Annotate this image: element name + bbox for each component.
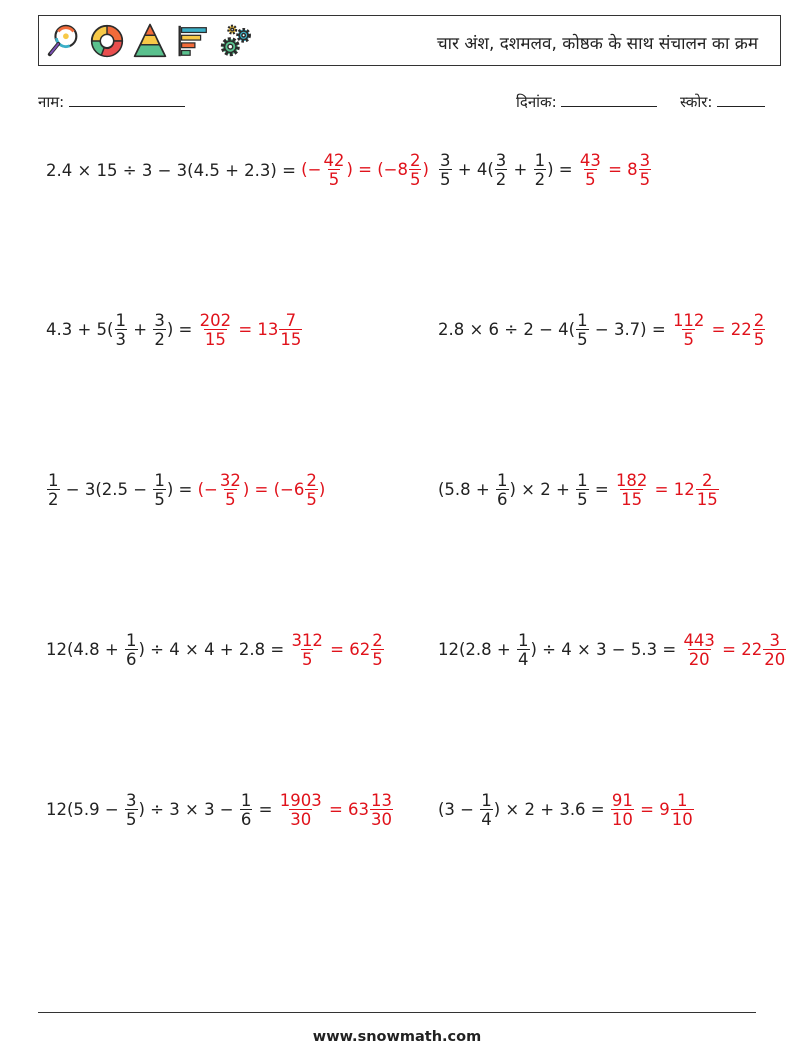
problem-answer [578, 152, 652, 189]
problem-6 [438, 462, 720, 518]
expr-text: ) × 2 + [509, 479, 576, 499]
expr-text: ) = (−6 [242, 479, 305, 499]
fraction-numerator: 7 [285, 310, 297, 330]
problem-answer [301, 152, 429, 189]
fraction-numerator: 32 [219, 470, 241, 490]
fraction-denominator: 5 [639, 170, 651, 189]
fraction-numerator: 3 [639, 150, 651, 170]
problem-question [438, 472, 614, 509]
expr-text: ) [318, 479, 326, 499]
fraction [290, 632, 324, 669]
date-blank[interactable] [561, 92, 657, 107]
score-field [680, 92, 765, 112]
fraction-numerator: 13 [371, 790, 393, 810]
name-label: नाम: [38, 93, 65, 111]
expr-text: = [253, 799, 278, 819]
header-icons [45, 21, 255, 61]
fraction [611, 792, 634, 829]
fraction-numerator: 443 [683, 630, 715, 650]
fraction [305, 472, 318, 509]
expr-text: ) = (−8 [346, 159, 408, 179]
name-blank[interactable] [69, 92, 185, 107]
gears-icon [217, 21, 255, 61]
problem-question [46, 792, 278, 829]
fraction-denominator: 6 [497, 490, 508, 509]
expr-text: = 13 [233, 319, 279, 339]
problem-question [46, 312, 198, 349]
problem-7 [46, 622, 385, 678]
problem-answer [671, 312, 766, 349]
fraction [682, 632, 716, 669]
fraction-denominator: 5 [577, 330, 588, 349]
fraction-numerator: 1 [497, 470, 508, 490]
fraction-denominator: 10 [671, 810, 693, 829]
expr-text: 4.3 + 5( [46, 319, 114, 339]
problem-question [438, 632, 681, 669]
fraction [753, 312, 766, 349]
footer-url: www.snowmath.com [312, 1029, 482, 1045]
problem-answer [198, 312, 304, 349]
expr-text: = [589, 479, 614, 499]
fraction [579, 152, 602, 189]
fraction-denominator: 30 [290, 810, 312, 829]
problem-answer [278, 792, 394, 829]
expr-text: = 8 [602, 159, 638, 179]
expr-text: (5.8 + [438, 479, 495, 499]
fraction-numerator: 1 [676, 790, 688, 810]
fraction [409, 152, 422, 189]
fraction [47, 472, 60, 509]
fraction-denominator: 20 [764, 650, 786, 669]
worksheet-title: चार अंश, दशमलव, कोष्ठक के साथ संचालन का क्रम [436, 34, 758, 54]
fraction [279, 312, 302, 349]
fraction-numerator: 1 [518, 630, 529, 650]
expr-text: − 3(2.5 − [60, 479, 153, 499]
donut-chart-icon [88, 21, 126, 61]
fraction-numerator: 2 [372, 630, 383, 650]
fraction-denominator: 2 [495, 170, 507, 189]
problem-4 [438, 302, 766, 358]
expr-text: = 22 [716, 639, 763, 659]
problem-question [438, 152, 578, 189]
fraction [153, 312, 166, 349]
fraction [496, 472, 509, 509]
fraction-denominator: 5 [372, 650, 383, 669]
expr-text: ) ÷ 4 × 4 + 2.8 = [138, 639, 290, 659]
fraction-numerator: 182 [615, 470, 648, 490]
expr-text: ) = [166, 319, 198, 339]
expr-text: + [508, 159, 533, 179]
problem-answer [198, 472, 326, 509]
problem-9 [46, 782, 394, 838]
fraction-numerator: 3 [495, 150, 507, 170]
footer-divider [38, 1012, 756, 1013]
expr-text: + 4( [452, 159, 494, 179]
problem-5 [46, 462, 325, 518]
fraction-numerator: 1 [240, 790, 252, 810]
expr-text: 12(4.8 + [46, 639, 124, 659]
fraction [219, 472, 242, 509]
fraction-denominator: 15 [696, 490, 718, 509]
fraction-denominator: 15 [204, 330, 226, 349]
fraction-numerator: 1 [534, 150, 546, 170]
fraction-numerator: 1 [126, 630, 137, 650]
bar-list-icon [174, 21, 212, 61]
fraction [125, 792, 138, 829]
fraction-denominator: 2 [48, 490, 59, 509]
expr-text: ) ÷ 4 × 3 − 5.3 = [530, 639, 682, 659]
date-label: दिनांक: [516, 93, 557, 111]
fraction-denominator: 6 [240, 810, 252, 829]
fraction-numerator: 2 [753, 310, 765, 330]
fraction-denominator: 20 [688, 650, 710, 669]
fraction-numerator: 312 [291, 630, 323, 650]
fraction-numerator: 2 [306, 470, 317, 490]
problem-question [46, 632, 289, 669]
fraction-denominator: 5 [440, 170, 451, 189]
fraction [672, 312, 706, 349]
fraction-numerator: 91 [611, 790, 633, 810]
fraction [240, 792, 253, 829]
fraction-numerator: 1 [577, 310, 588, 330]
fraction-denominator: 6 [126, 650, 137, 669]
worksheet-header [38, 15, 781, 66]
expr-text: (− [197, 479, 218, 499]
expr-text: ) [422, 159, 429, 179]
fraction-numerator: 1903 [279, 790, 322, 810]
fraction [125, 632, 138, 669]
fraction-denominator: 2 [154, 330, 165, 349]
fraction-numerator: 1 [115, 310, 126, 330]
fraction [322, 152, 345, 189]
fraction [576, 472, 589, 509]
expr-text: + [128, 319, 153, 339]
fraction-numerator: 2 [701, 470, 713, 490]
fraction-numerator: 1 [154, 470, 165, 490]
fraction-numerator: 1 [577, 470, 588, 490]
fraction-denominator: 2 [534, 170, 546, 189]
fraction-numerator: 1 [48, 470, 59, 490]
fraction [576, 312, 589, 349]
problem-2 [438, 142, 652, 198]
fraction [370, 792, 393, 829]
fraction-denominator: 5 [328, 170, 340, 189]
expr-text: ) = [547, 159, 578, 179]
expr-text: ) = [166, 479, 198, 499]
fraction [671, 792, 694, 829]
fraction-denominator: 5 [301, 650, 313, 669]
fraction-denominator: 5 [577, 490, 588, 509]
problem-1 [46, 142, 429, 198]
fraction-denominator: 3 [115, 330, 126, 349]
fraction-denominator: 5 [683, 330, 694, 349]
fraction-denominator: 30 [371, 810, 393, 829]
fraction-numerator: 3 [769, 630, 780, 650]
name-field [38, 92, 185, 112]
fraction [115, 312, 128, 349]
problem-question [438, 312, 671, 349]
expr-text: = 63 [323, 799, 370, 819]
fraction [517, 632, 530, 669]
expr-text: = 9 [634, 799, 670, 819]
problem-question [46, 472, 198, 509]
fraction-numerator: 3 [440, 150, 451, 170]
expr-text: ) ÷ 3 × 3 − [138, 799, 239, 819]
expr-text: 12(5.9 − [46, 799, 124, 819]
fraction [763, 632, 786, 669]
fraction [480, 792, 493, 829]
problem-3 [46, 302, 303, 358]
problem-answer [289, 632, 384, 669]
fraction-denominator: 5 [225, 490, 236, 509]
problem-question [46, 161, 301, 180]
expr-text: − 3.7) = [589, 319, 671, 339]
fraction-denominator: 15 [280, 330, 302, 349]
score-label: स्कोर: [680, 93, 713, 111]
fraction-numerator: 112 [672, 310, 705, 330]
expr-text: 12(2.8 + [438, 639, 516, 659]
fraction-numerator: 43 [579, 150, 601, 170]
fraction-numerator: 1 [481, 790, 492, 810]
fraction-denominator: 5 [409, 170, 421, 189]
fraction-denominator: 10 [611, 810, 633, 829]
fraction-numerator: 3 [154, 310, 165, 330]
pyramid-chart-icon [131, 21, 169, 61]
fraction-numerator: 3 [126, 790, 137, 810]
problem-answer [614, 472, 720, 509]
fraction [534, 152, 547, 189]
expr-text: 2.8 × 6 ÷ 2 − 4( [438, 319, 576, 339]
fraction [696, 472, 719, 509]
fraction [279, 792, 323, 829]
expr-text: = 12 [649, 479, 695, 499]
expr-text: (− [301, 159, 322, 179]
fraction [495, 152, 508, 189]
fraction-denominator: 5 [585, 170, 596, 189]
fraction-numerator: 42 [323, 150, 345, 170]
expr-text: (3 − [438, 799, 480, 819]
problem-answer [681, 632, 787, 669]
expr-text: = 62 [324, 639, 371, 659]
fraction-numerator: 202 [199, 310, 232, 330]
fraction-denominator: 15 [621, 490, 643, 509]
fraction-denominator: 5 [154, 490, 165, 509]
fraction-denominator: 5 [306, 490, 317, 509]
fraction-denominator: 4 [518, 650, 529, 669]
fraction [153, 472, 166, 509]
fraction-denominator: 4 [481, 810, 492, 829]
problem-answer [610, 792, 695, 829]
fraction-numerator: 2 [409, 150, 421, 170]
fraction [439, 152, 452, 189]
magnifier-icon [45, 21, 83, 61]
fraction [615, 472, 649, 509]
fraction [639, 152, 652, 189]
score-blank[interactable] [717, 92, 765, 107]
fraction-denominator: 5 [126, 810, 137, 829]
problem-8 [438, 622, 787, 678]
fraction-denominator: 5 [753, 330, 765, 349]
expr-text: 2.4 × 15 ÷ 3 − 3(4.5 + 2.3) = [46, 160, 302, 180]
expr-text: = 22 [706, 319, 752, 339]
date-field [516, 92, 657, 112]
problem-question [438, 792, 610, 829]
fraction [199, 312, 233, 349]
problem-10 [438, 782, 695, 838]
expr-text: ) × 2 + 3.6 = [493, 799, 610, 819]
fraction [371, 632, 384, 669]
